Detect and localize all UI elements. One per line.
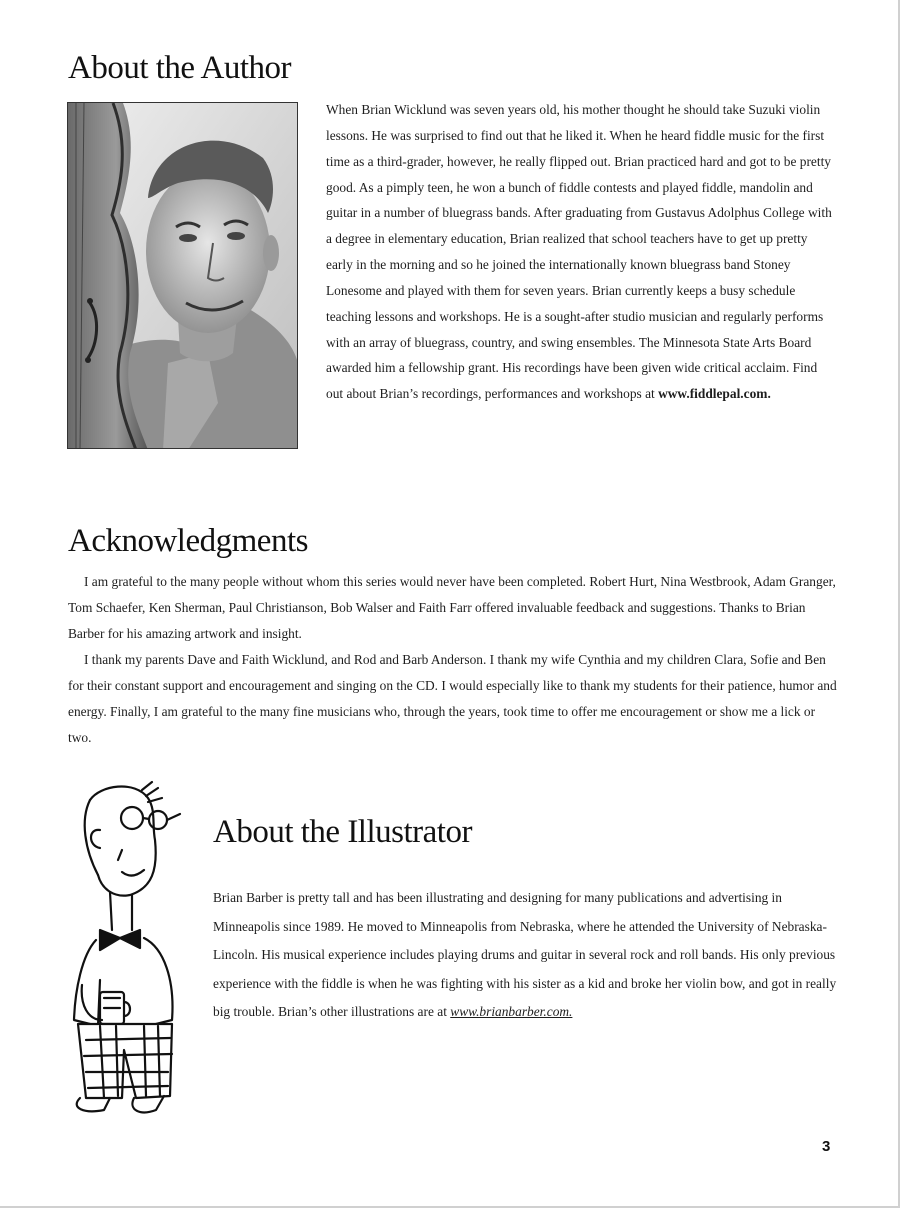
about-illustrator-heading: About the Illustrator — [213, 814, 472, 850]
acknowledgments-paragraph: I am grateful to the many people without whom this series would never have been completed. Robert Hurt, Nina Westbrook, Adam Granger, Tom Schaefer, Ken Sherman, Paul Christianson, Bob Walser and Faith Farr offered invaluable feedback and suggestions. Thanks to Brian Barber for his amazing artwork and insight. — [68, 574, 836, 641]
illustrator-bio — [213, 884, 838, 1027]
illustrator-website-link[interactable]: www.brianbarber.com. — [450, 1004, 573, 1019]
illustrator-bio-text: Brian Barber is pretty tall and has been illustrating and designing for many publications and advertising in Minneapolis since 1989. He moved to Minneapolis from Nebraska, where he attended the University of Nebraska-Lincoln. His musical experience includes playing drums and guitar in several rock and roll bands. His only previous experience with the fiddle is when he was fighting with his sister as a kid and broke her violin bow, and got in really big trouble. Brian’s other illustrations are at — [213, 890, 837, 1019]
acknowledgments-body — [68, 569, 838, 751]
about-author-heading: About the Author — [68, 50, 291, 86]
illustrator-cartoon-illustration — [60, 780, 200, 1120]
page-number: 3 — [822, 1138, 831, 1155]
author-website-link[interactable]: www.fiddlepal.com. — [658, 386, 771, 402]
author-photo — [67, 102, 298, 449]
acknowledgments-paragraph: I thank my parents Dave and Faith Wicklund, and Rod and Barb Anderson. I thank my wife Cynthia and my children Clara, Sofie and Ben for their constant support and encouragement and singing on the CD. I would especially like to thank my students for their patience, humor and energy. Finally, I am grateful to the many fine musicians who, through the years, took time to offer me encouragement or show me a lick or two. — [68, 652, 837, 745]
author-bio — [326, 97, 836, 407]
author-bio-text: When Brian Wicklund was seven years old, his mother thought he should take Suzuki violin lessons. He was surprised to find out that he liked it. When he heard fiddle music for the first time as a third-grader, however, he really flipped out. Brian practiced hard and got to be pretty good. As a pimply teen, he won a bunch of fiddle contests and played fiddle, mandolin and guitar in a number of bluegrass bands. After graduating from Gustavus Adolphus College with a degree in elementary education, Brian realized that school teachers have to get up pretty early in the morning and so he joined the internationally known bluegrass band Stoney Lonesome and played with them for seven years. Brian currently keeps a busy schedule teaching lessons and workshops. He is a sought-after studio musician and regularly performs with an array of bluegrass, country, and swing ensembles. The Minnesota State Arts Board awarded him a fellowship grant. His recordings have been given wide critical acclaim. Find out about Brian’s recordings, performances and workshops at — [326, 102, 832, 402]
acknowledgments-heading: Acknowledgments — [68, 523, 308, 559]
